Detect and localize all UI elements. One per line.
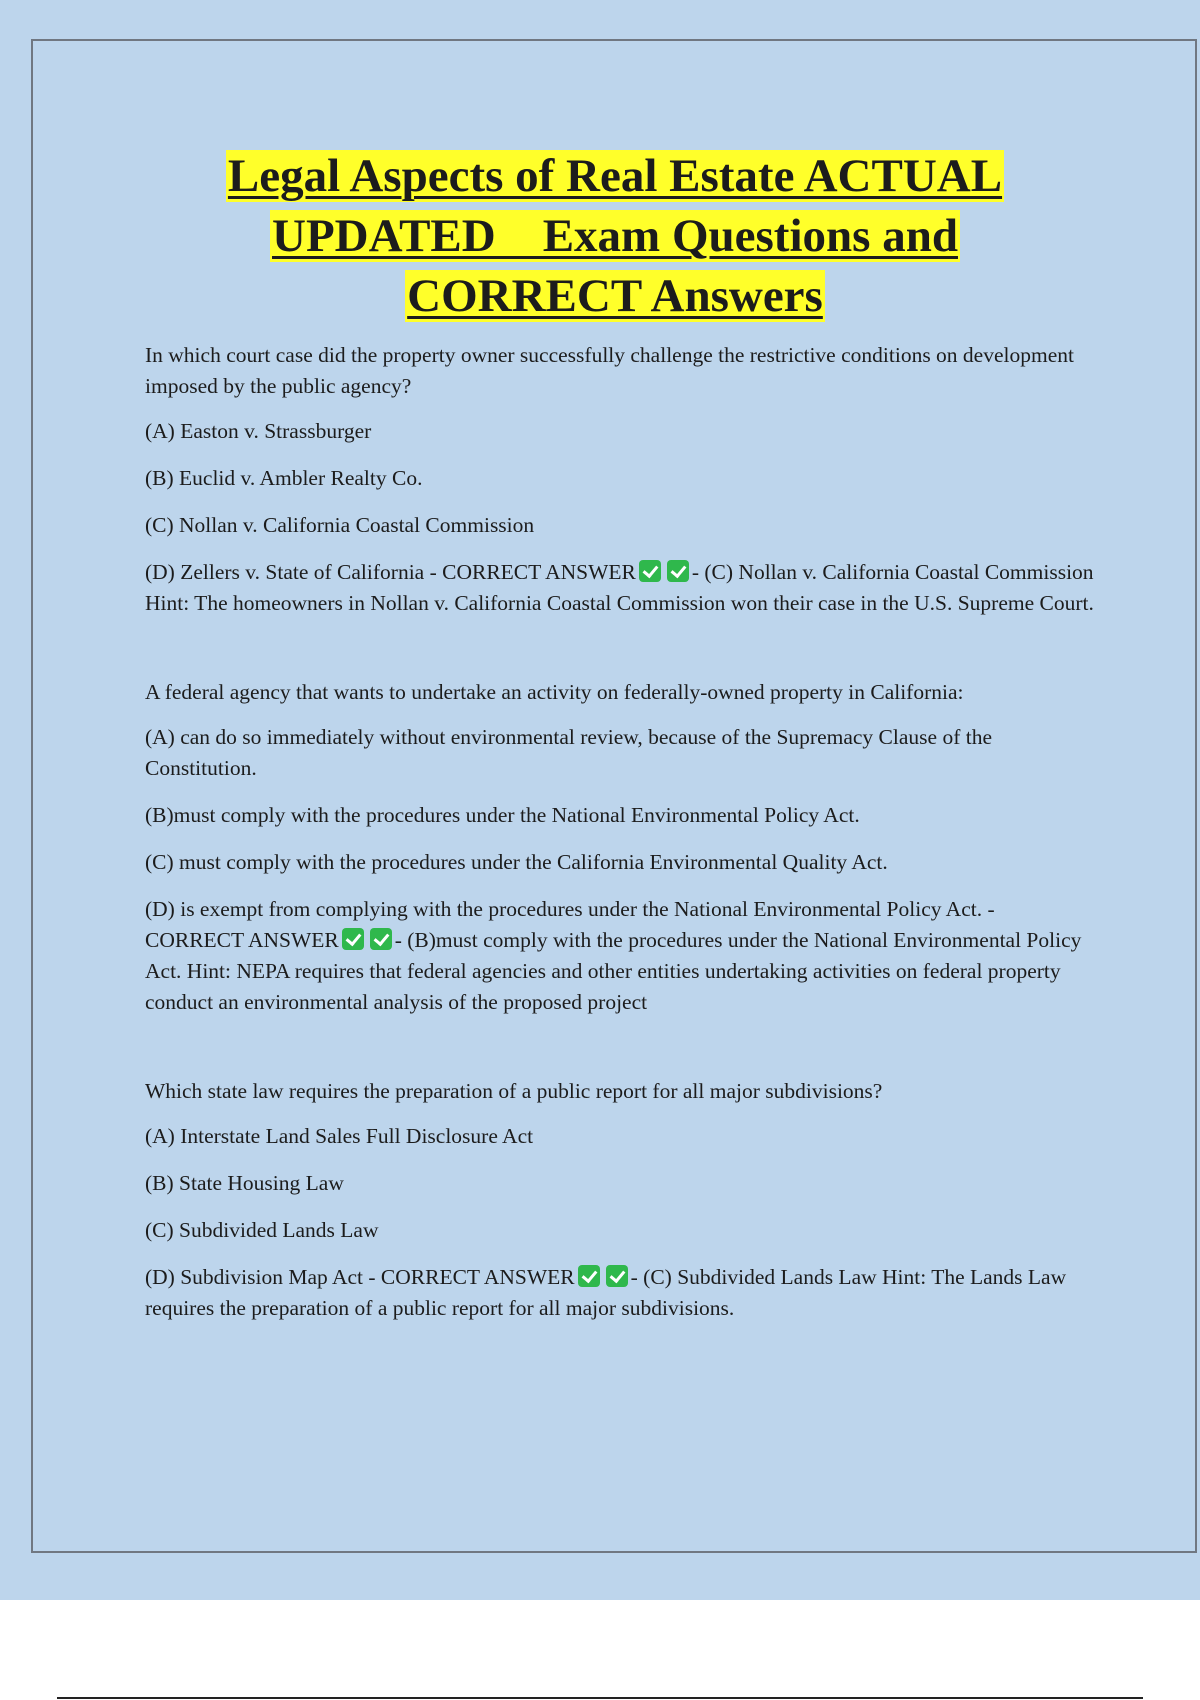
question-text: Which state law requires the preparation of a public report for all major subdivisions? [145, 1079, 883, 1103]
check-box-icon [606, 1265, 628, 1287]
question-text: A federal agency that wants to undertake an activity on federally-owned property in California: [145, 680, 964, 704]
option-a: (A) can do so immediately without environmental review, because of the Supremacy Clause of the Constitution. [145, 725, 992, 780]
question-block [145, 677, 1095, 1018]
option-c: (C) must comply with the procedures under the California Environmental Quality Act. [145, 850, 888, 874]
option-b: (B)must comply with the procedures under the National Environmental Policy Act. [145, 803, 860, 827]
option-d-with-label: (D) Zellers v. State of California - CORRECT ANSWER [145, 560, 636, 584]
title-text: CORRECT Answers [407, 270, 823, 322]
option-c: (C) Nollan v. California Coastal Commission [145, 513, 535, 537]
option-b: (B) Euclid v. Ambler Realty Co. [145, 466, 423, 490]
answer-line [145, 557, 1095, 619]
title-text: UPDATED Exam Questions and [272, 210, 958, 262]
title-line [60, 206, 1170, 266]
option-a: (A) Easton v. Strassburger [145, 419, 372, 443]
check-box-icon [578, 1265, 600, 1287]
question-list [145, 340, 1095, 1324]
title-line [60, 266, 1170, 326]
answer-line [145, 1262, 1095, 1324]
spacer [145, 619, 1095, 677]
title-text: Legal Aspects of Real Estate ACTUAL [227, 150, 1003, 202]
page-bottom-rule [57, 1697, 1143, 1699]
correct-answer-text: - (C) Nollan v. California Coastal Commission Hint: The homeowners in Nollan v. California Coastal Commission won their case in the U.S. Supreme Court. [145, 560, 1094, 615]
option-d-with-label: (D) is exempt from complying with the procedures under the National Environmental Policy Act. - CORRECT ANSWER [145, 897, 995, 952]
document-title [60, 146, 1170, 326]
correct-answer-text: - (B)must comply with the procedures under the National Environmental Policy Act. Hint: NEPA requires that federal agencies and other entities undertaking activities on federal property conduct an environmental analysis of the proposed project [145, 928, 1082, 1014]
option-c: (C) Subdivided Lands Law [145, 1218, 379, 1242]
check-box-icon [342, 928, 364, 950]
question-block [145, 340, 1095, 619]
check-box-icon [370, 928, 392, 950]
spacer [145, 1018, 1095, 1076]
check-box-icon [639, 560, 661, 582]
answer-line [145, 894, 1095, 1018]
correct-answer-text: - (C) Subdivided Lands Law Hint: The Lands Law requires the preparation of a public report for all major subdivisions. [145, 1265, 1067, 1320]
question-block [145, 1076, 1095, 1324]
option-a: (A) Interstate Land Sales Full Disclosure Act [145, 1124, 534, 1148]
question-text: In which court case did the property owner successfully challenge the restrictive conditions on development imposed by the public agency? [145, 343, 1074, 398]
title-line [60, 146, 1170, 206]
option-d-with-label: (D) Subdivision Map Act - CORRECT ANSWER [145, 1265, 575, 1289]
check-box-icon [667, 560, 689, 582]
option-b: (B) State Housing Law [145, 1171, 344, 1195]
